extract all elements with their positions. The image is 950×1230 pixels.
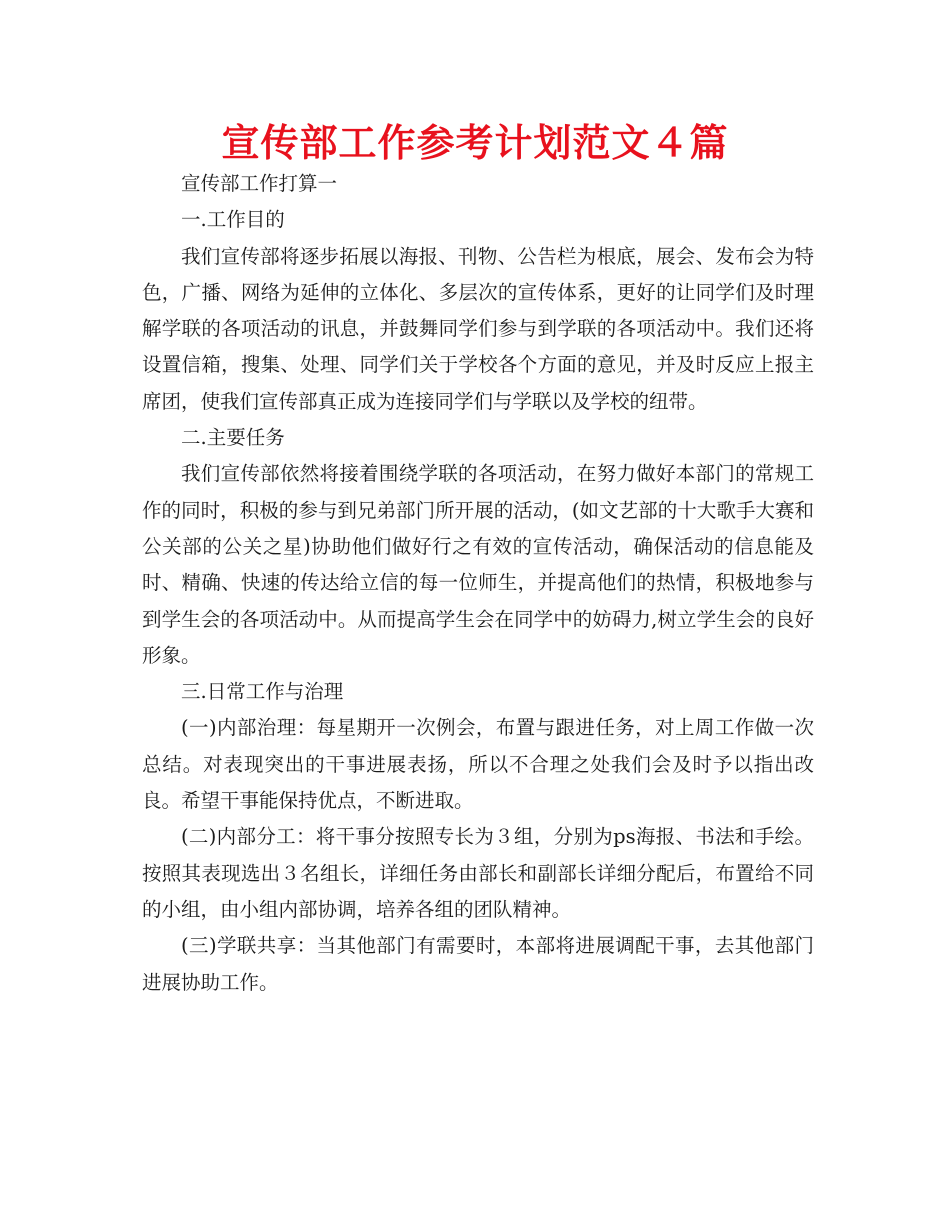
section-heading-3: 三.日常工作与治理 xyxy=(181,680,344,704)
document-title: 宣传部工作参考计划范文４篇 xyxy=(221,121,729,165)
section-heading-2: 二.主要任务 xyxy=(181,426,285,450)
section-1-paragraph: 我们宣传部将逐步拓展以海报、刊物、公告栏为根底，展会、发布会为特色，广播、网络为延伸的立体化、多层次的宣传体系，更好的让同学们及时理解学联的各项活动的讯息，并鼓舞同学们参与到学联的各项活动中。我们还将设置信箱，搜集、处理、同学们关于学校各个方面的意见，并及时反应上报主席团，使我们宣传部真正成为连接同学们与学联以及学校的纽带。 xyxy=(142,244,814,413)
subtitle: 宣传部工作打算一 xyxy=(181,172,338,195)
section-2-paragraph: 我们宣传部依然将接着围绕学联的各项活动，在努力做好本部门的常规工作的同时，积极的参与到兄弟部门所开展的活动，(如文艺部的十大歌手大赛和公关部的公关之星)协助他们做好行之有效的宣传活动，确保活动的信息能及时、精确、快速的传达给立信的每一位师生，并提高他们的热情，积极地参与到学生会的各项活动中。从而提高学生会在同学中的妨碍力,树立学生会的良好形象。 xyxy=(142,462,814,667)
document-body xyxy=(142,166,814,1001)
section-3-paragraph-2: (二)内部分工：将干事分按照专长为３组，分别为ps海报、书法和手绘。按照其表现选出３名组长，详细任务由部长和副部长详细分配后，布置给不同的小组，由小组内部协调，培养各组的团队精神。 xyxy=(142,825,814,921)
section-3-paragraph-3: (三)学联共享：当其他部门有需要时，本部将进展调配干事，去其他部门进展协助工作。 xyxy=(142,934,814,994)
section-3-paragraph-1: (一)内部治理：每星期开一次例会，布置与跟进任务，对上周工作做一次总结。对表现突出的干事进展表扬，所以不合理之处我们会及时予以指出改良。希望干事能保持优点，不断进取。 xyxy=(142,716,814,813)
section-heading-1: 一.工作目的 xyxy=(181,208,285,232)
